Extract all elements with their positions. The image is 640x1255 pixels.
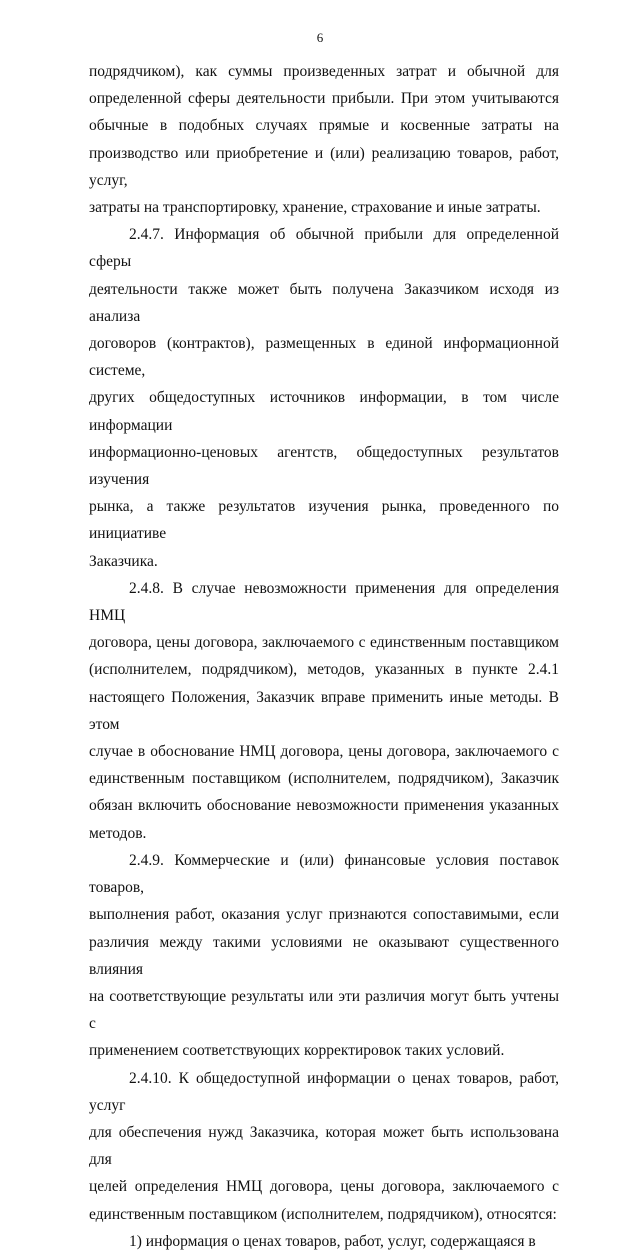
paragraph [89,847,559,1065]
text-line: единственным поставщиком (исполнителем, подрядчиком), Заказчик [89,770,559,788]
paragraph [89,575,559,847]
text-line: договора, цены договора, заключаемого с единственным поставщиком [89,634,559,652]
text-line: целей определения НМЦ договора, цены договора, заключаемого с [89,1178,559,1196]
text-line: выполнения работ, оказания услуг признаются сопоставимыми, если [89,906,559,924]
document-body [89,58,559,1255]
text-line: методов. [89,824,147,842]
text-line: применением соответствующих корректировок таких условий. [89,1042,505,1060]
paragraph [89,1065,559,1228]
text-line: для обеспечения нужд Заказчика, которая может быть использована для [89,1123,559,1169]
text-line: 2.4.9. Коммерческие и (или) финансовые условия поставок товаров, [89,851,559,897]
text-line: единственным поставщиком (исполнителем, подрядчиком), относятся: [89,1205,557,1223]
text-line: Заказчика. [89,552,158,570]
text-line: определенной сферы деятельности прибыли. При этом учитываются [89,90,559,108]
text-line: обязан включить обоснование невозможности применения указанных [89,797,559,815]
text-line: рынка, а также результатов изучения рынка, проведенного по инициативе [89,498,559,543]
text-line: 2.4.8. В случае невозможности применения для определения НМЦ [89,579,559,625]
text-line: затраты на транспортировку, хранение, страхование и иные затраты. [89,199,541,217]
paragraph [89,1228,559,1255]
text-line: различия между такими условиями не оказывают существенного влияния [89,933,559,978]
page-number: 6 [316,30,324,45]
text-line: обычные в подобных случаях прямые и косвенные затраты на [89,117,559,135]
text-line: на соответствующие результаты или эти различия могут быть учтены с [89,987,559,1033]
text-line: 2.4.10. К общедоступной информации о ценах товаров, работ, услуг [89,1069,559,1114]
text-line: других общедоступных источников информации, в том числе информации [89,389,559,434]
paragraph [89,58,559,221]
text-line: договоров (контрактов), размещенных в единой информационной системе, [89,335,559,380]
text-line: (исполнителем, подрядчиком), методов, указанных в пункте 2.4.1 [89,661,559,679]
text-line: деятельности также может быть получена Заказчиком исходя из анализа [89,280,559,325]
text-line: 2.4.7. Информация об обычной прибыли для определенной сферы [89,226,559,271]
text-line: подрядчиком), как суммы произведенных затрат и обычной для [89,63,559,80]
text-line: случае в обоснование НМЦ договора, цены договора, заключаемого с [89,743,559,761]
text-line: информационно-ценовых агентств, общедоступных результатов изучения [89,443,559,489]
paragraph [89,221,559,575]
text-line: настоящего Положения, Заказчик вправе применить иные методы. В этом [89,688,559,733]
text-line: производство или приобретение и (или) реализацию товаров, работ, услуг, [89,144,559,189]
text-line: 1) информация о ценах товаров, работ, услуг, содержащаяся в [129,1232,536,1250]
